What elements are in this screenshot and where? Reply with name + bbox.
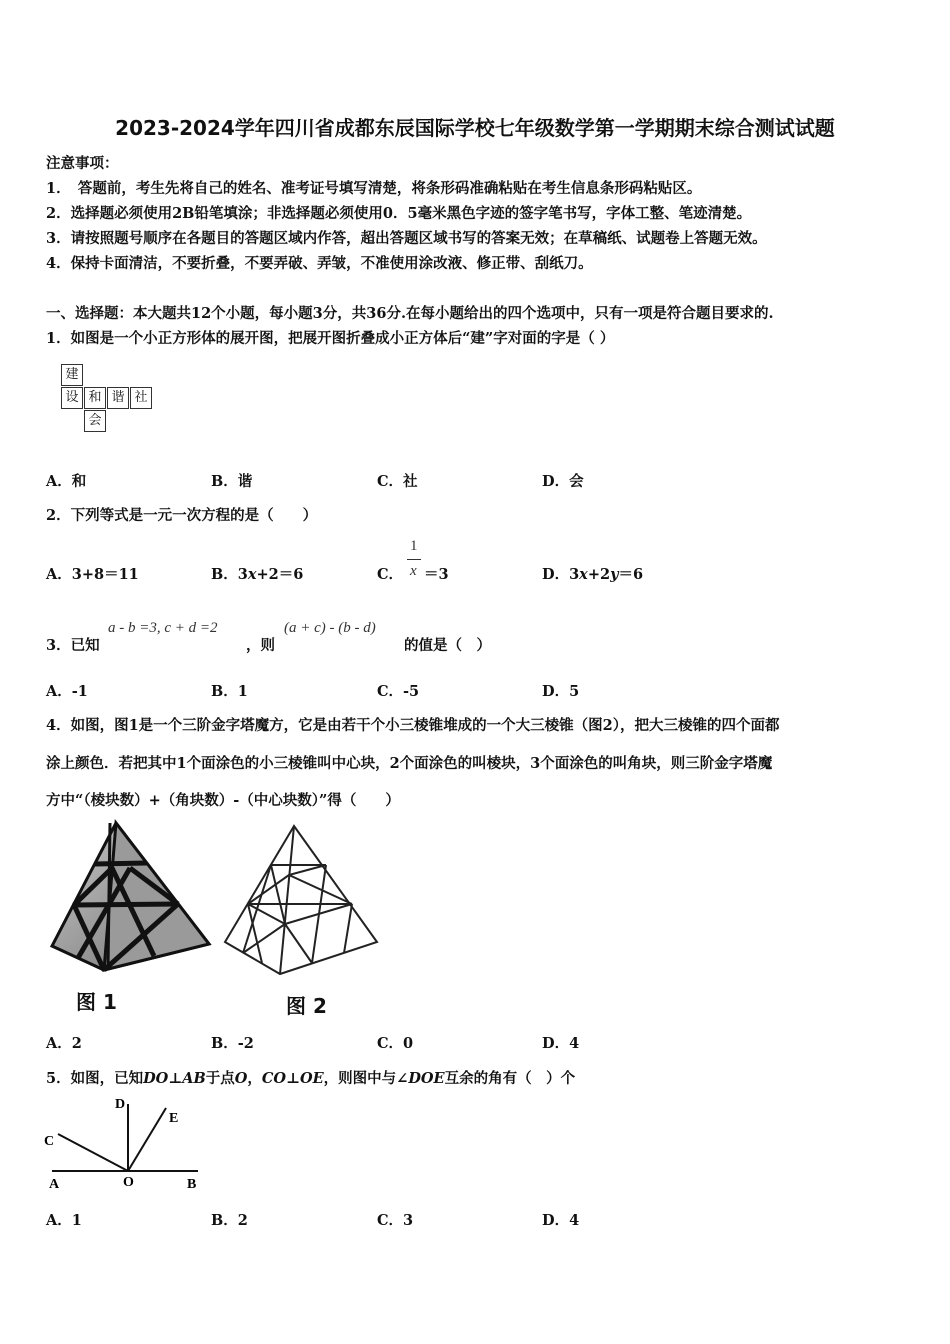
notice-item-1: 1． 答题前，考生先将自己的姓名、准考证号填写清楚，将条形码准确粘贴在考生信息条形码粘贴区。 <box>46 180 702 197</box>
net-cell: 设 <box>61 387 83 409</box>
q3-option-d: D．5 <box>542 683 580 700</box>
net-cell: 建 <box>61 364 83 386</box>
figure-2-caption: 图 2 <box>286 994 327 1018</box>
q2-stem: 2．下列等式是一元一次方程的是（ ） <box>46 507 318 524</box>
q4-option-c: C．0 <box>377 1035 414 1052</box>
q3-expression: (a + c) - (b - d) <box>284 620 376 636</box>
q3-mid: ，则 <box>246 637 275 654</box>
label-d: D <box>115 1097 126 1112</box>
q3-option-a: A．-1 <box>46 683 88 700</box>
net-cell: 谐 <box>107 387 129 409</box>
label-a: A <box>49 1177 60 1192</box>
q4-line-3: 方中“（棱块数）+（角块数）-（中心块数）”得（ ） <box>46 792 400 809</box>
q2-option-a: A．3+8＝11 <box>46 566 139 583</box>
net-cell: 社 <box>130 387 152 409</box>
pyramid-figure-2 <box>222 822 380 980</box>
fraction-bar <box>407 559 421 560</box>
q4-option-d: D．4 <box>542 1035 580 1052</box>
q3-condition: a - b =3, c + d =2 <box>108 620 218 636</box>
pyramid-cube-figure-1 <box>44 818 214 978</box>
q4-option-a: A．2 <box>46 1035 82 1052</box>
label-e: E <box>169 1111 179 1126</box>
angle-diagram <box>40 1090 210 1200</box>
net-cell: 会 <box>84 410 106 432</box>
q3-suffix: 的值是（ ） <box>404 637 491 654</box>
q1-option-b: B．谐 <box>211 473 253 490</box>
notice-heading: 注意事项： <box>46 155 119 172</box>
net-cell: 和 <box>84 387 106 409</box>
q1-option-c: C．社 <box>377 473 418 490</box>
q3-option-c: C．-5 <box>377 683 420 700</box>
page-title: 2023-2024学年四川省成都东辰国际学校七年级数学第一学期期末综合测试试题 <box>115 116 835 140</box>
q2-option-d: D．3x+2y＝6 <box>542 566 644 583</box>
q1-option-d: D．会 <box>542 473 584 490</box>
q5-option-a: A．1 <box>46 1212 82 1229</box>
q5-stem: 5．如图，已知DO⊥AB于点O，CO⊥OE，则图中与∠DOE互余的角有（ ）个 <box>46 1070 576 1087</box>
q2-option-c: C． <box>377 566 404 583</box>
q5-option-b: B．2 <box>211 1212 248 1229</box>
q2-option-c-rhs: ＝3 <box>424 566 449 583</box>
q4-line-2: 涂上颜色．若把其中1个面涂色的小三棱锥叫中心块，2个面涂色的叫棱块，3个面涂色的叫角块，则三阶金字塔魔 <box>46 755 773 772</box>
label-c: C <box>44 1134 55 1149</box>
q3-prefix: 3．已知 <box>46 637 100 654</box>
fraction-numerator: 1 <box>410 538 418 554</box>
label-b: B <box>187 1177 197 1192</box>
notice-item-4: 4．保持卡面清洁，不要折叠，不要弄破、弄皱，不准使用涂改液、修正带、刮纸刀。 <box>46 255 593 272</box>
q1-option-a: A．和 <box>46 473 87 490</box>
q1-stem: 1．如图是一个小正方形体的展开图，把展开图折叠成小正方体后“建”字对面的字是（ ） <box>46 330 615 347</box>
fraction-denominator: x <box>410 563 417 579</box>
q2-option-b: B．3x+2＝6 <box>211 566 304 583</box>
notice-item-2: 2．选择题必须使用2B铅笔填涂；非选择题必须使用0．5毫米黑色字迹的签字笔书写，字体工整、笔迹清楚。 <box>46 205 752 222</box>
q4-line-1: 4．如图，图1是一个三阶金字塔魔方，它是由若干个小三棱锥堆成的一个大三棱锥（图2），把大三棱锥的四个面都 <box>46 717 780 734</box>
notice-item-3: 3．请按照题号顺序在各题目的答题区域内作答，超出答题区域书写的答案无效；在草稿纸、试题卷上答题无效。 <box>46 230 767 247</box>
q5-option-d: D．4 <box>542 1212 580 1229</box>
q4-option-b: B．-2 <box>211 1035 254 1052</box>
section-heading: 一、选择题：本大题共12个小题，每小题3分，共36分.在每小题给出的四个选项中，只有一项是符合题目要求的. <box>46 305 774 322</box>
label-o: O <box>123 1175 134 1190</box>
q3-option-b: B．1 <box>211 683 248 700</box>
q5-option-c: C．3 <box>377 1212 414 1229</box>
figure-1-caption: 图 1 <box>76 990 117 1014</box>
